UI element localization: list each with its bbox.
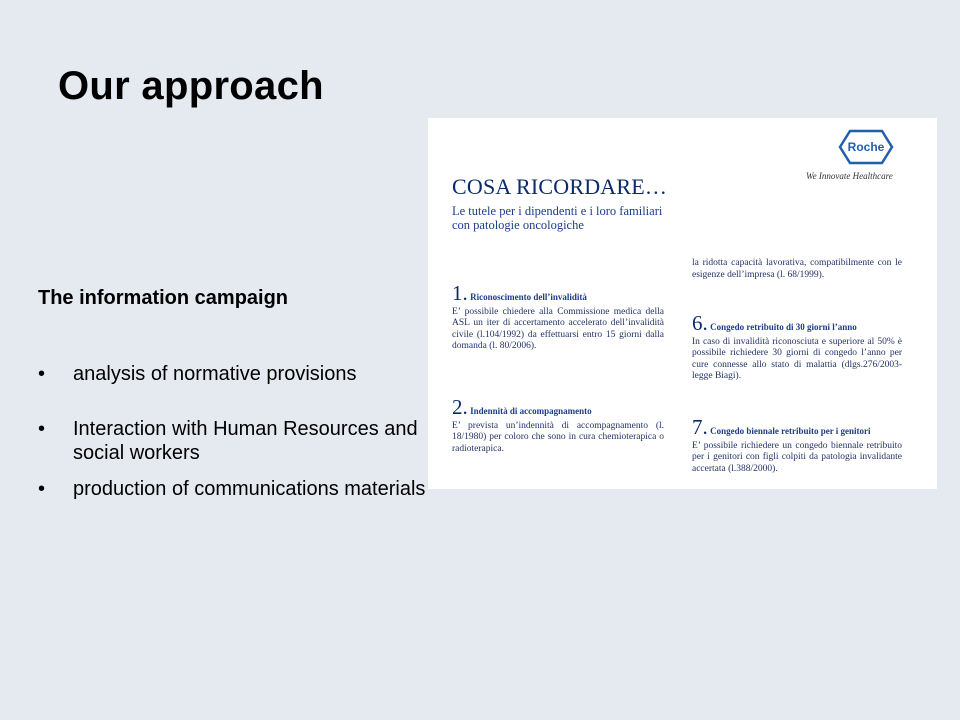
section-number: 6. [692,311,708,335]
logo-text: Roche [847,140,885,154]
section-heading: Riconoscimento dell’invalidità [470,292,587,302]
section-heading: Indennità di accompagnamento [470,406,592,416]
bullet-item: • analysis of normative provisions [38,362,458,386]
section-heading: Congedo biennale retribuito per i genitori [710,426,871,436]
continuation-text: la ridotta capacità lavorativa, compatibilmente con le esigenze dell’impresa (l. 68/1999). [692,258,902,280]
bullet-item: • production of communications materials [38,477,458,501]
brochure-subtitle: Le tutele per i dipendenti e i loro familiari con patologie oncologiche [452,204,663,232]
section-heading: Congedo retribuito di 30 giorni l’anno [710,322,857,332]
roche-logo [830,126,902,168]
bullet-item: • Interaction with Human Resources and social workers [38,417,458,465]
slide-title: Our approach [58,64,324,108]
section-body: E’ possibile chiedere alla Commissione medica della ASL un iter di accertamento accelerato dell’invalidità civile (l.104/1992) da effettuarsi entro 15 giorni dalla domanda (l. 80/2006). [452,306,664,351]
section-subtitle: The information campaign [38,287,289,309]
section-body: E’ prevista un’indennità di accompagnamento (l. 18/1980) per coloro che sono in cura chemioterapica o radioterapica. [452,420,664,454]
brochure-title: COSA RICORDARE… [452,174,668,199]
brochure-image [428,118,937,489]
section-7 [692,415,902,475]
section-body: E’ possibile richiedere un congedo biennale retribuito per i genitori con figli colpiti da patologia invalidante accertata (l.388/2000). [692,440,902,474]
section-6 [692,311,902,383]
section-2 [452,395,664,455]
section-1 [452,281,664,353]
section-number: 1. [452,281,468,305]
section-number: 7. [692,415,708,439]
tagline: We Innovate Healthcare [806,171,893,181]
section-number: 2. [452,395,468,419]
section-body: In caso di invalidità riconosciuta e superiore al 50% è possibile richiedere 30 giorni di congedo l’anno per cure connesse allo stato di malattia (dlgs.276/2003-legge Biagi). [692,336,902,381]
bullet-list [38,362,458,501]
